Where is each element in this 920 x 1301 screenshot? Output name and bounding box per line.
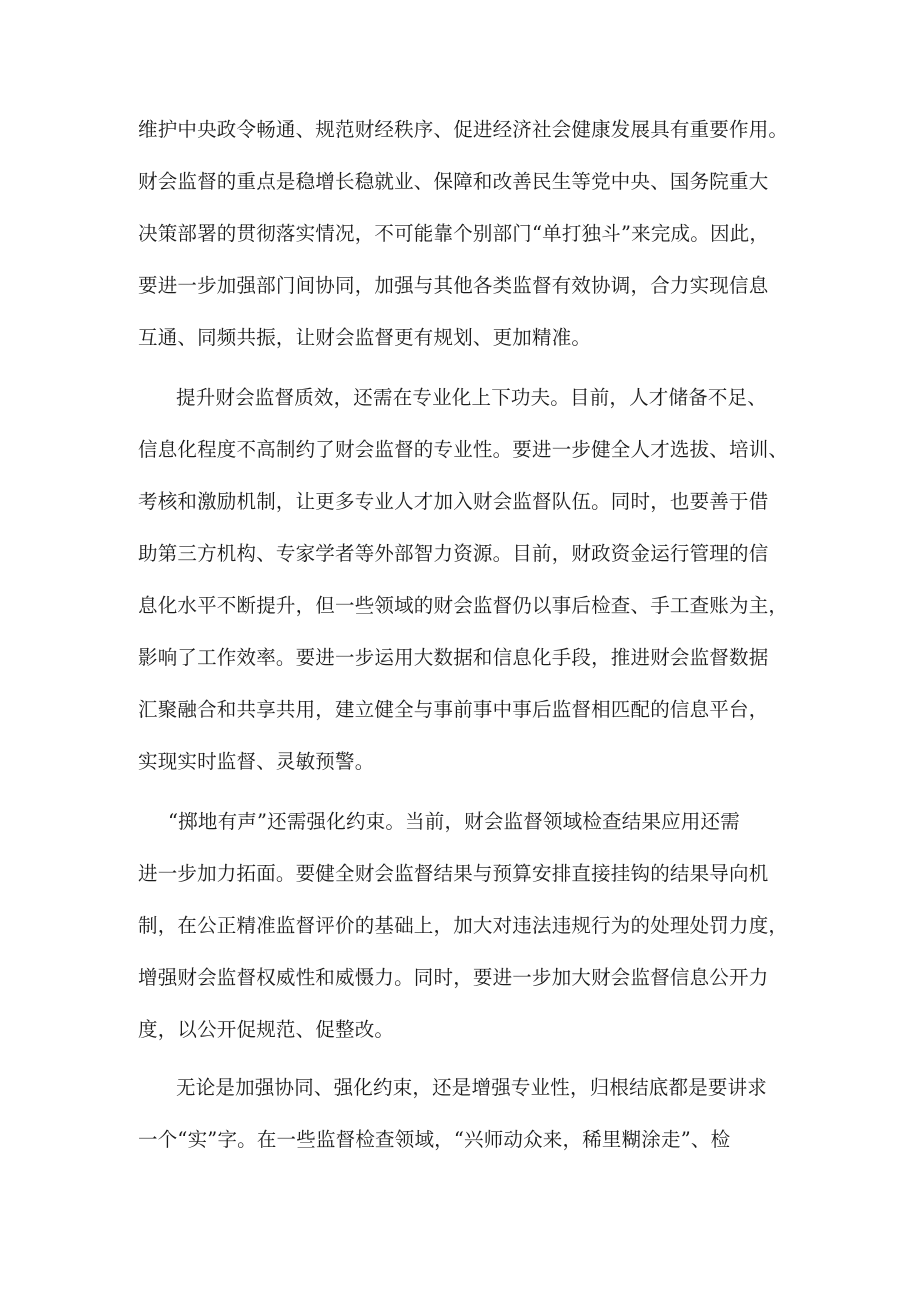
text-line: 度，以公开促规范、促整改。 bbox=[138, 1018, 395, 1041]
text-line: 信息化程度不高制约了财会监督的专业性。要进一步健全人才选拔、培训、 bbox=[138, 438, 789, 461]
text-line: “掷地有声”还需强化约束。当前，财会监督领域检查结果应用还需 bbox=[168, 810, 740, 833]
text-line: 实现实时监督、灵敏预警。 bbox=[138, 750, 375, 773]
text-line: 汇聚融合和共享共用，建立健全与事前事中事后监督相匹配的信息平台， bbox=[138, 698, 769, 721]
text-line: 财会监督的重点是稳增长稳就业、保障和改善民生等党中央、国务院重大 bbox=[138, 170, 769, 193]
text-line: 助第三方机构、专家学者等外部智力资源。目前，财政资金运行管理的信 bbox=[138, 542, 769, 565]
text-line: 要进一步加强部门间协同，加强与其他各类监督有效协调，合力实现信息 bbox=[138, 274, 769, 297]
text-line: 增强财会监督权威性和威慑力。同时，要进一步加大财会监督信息公开力 bbox=[138, 966, 769, 989]
text-line: 息化水平不断提升，但一些领域的财会监督仍以事后检查、手工查账为主， bbox=[138, 594, 789, 617]
text-line: 一个“实”字。在一些监督检查领域，“兴师动众来，稀里糊涂走”、检 bbox=[138, 1128, 731, 1151]
text-line: 影响了工作效率。要进一步运用大数据和信息化手段，推进财会监督数据 bbox=[138, 646, 769, 669]
text-line: 无论是加强协同、强化约束，还是增强专业性，归根结底都是要讲求 bbox=[176, 1076, 768, 1099]
text-line: 互通、同频共振，让财会监督更有规划、更加精准。 bbox=[138, 326, 592, 349]
text-line: 进一步加力拓面。要健全财会监督结果与预算安排直接挂钩的结果导向机 bbox=[138, 862, 769, 885]
text-line: 制，在公正精准监督评价的基础上，加大对违法违规行为的处理处罚力度， bbox=[138, 914, 789, 937]
text-line: 考核和激励机制，让更多专业人才加入财会监督队伍。同时，也要善于借 bbox=[138, 490, 769, 513]
text-line: 提升财会监督质效，还需在专业化上下功夫。目前，人才储备不足、 bbox=[176, 386, 768, 409]
text-line: 决策部署的贯彻落实情况，不可能靠个别部门“单打独斗”来完成。因此， bbox=[138, 222, 770, 245]
text-line: 维护中央政令畅通、规范财经秩序、促进经济社会健康发展具有重要作用。 bbox=[138, 118, 789, 141]
